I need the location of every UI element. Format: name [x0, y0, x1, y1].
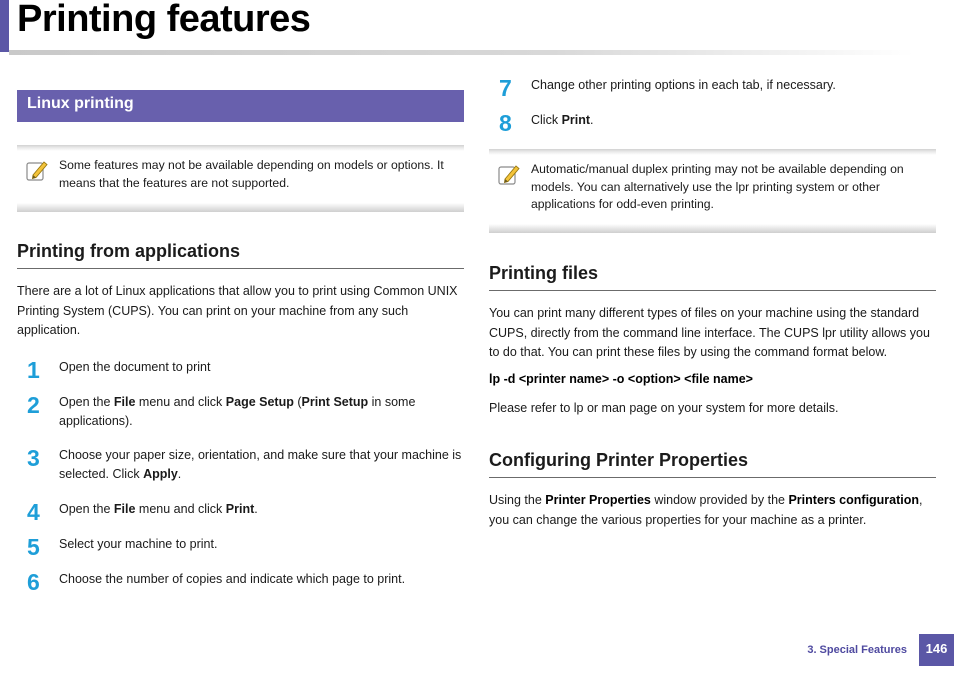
step-number: 8 — [499, 110, 512, 136]
step-text — [531, 111, 936, 130]
heading-printing-files: Printing files — [489, 263, 599, 283]
note-bottom-shadow — [489, 224, 936, 233]
text-run: ( — [293, 395, 302, 409]
text-run: Choose the number of copies and indicate which page to print. — [59, 572, 406, 586]
text-run: Choose your paper size, orientation, and make sure that your machine is selected. Click — [59, 448, 462, 481]
step-number: 1 — [27, 357, 40, 383]
step-text — [59, 500, 467, 519]
bold-term: Printers configuration — [788, 493, 920, 507]
step-number: 3 — [27, 445, 40, 471]
command-format — [489, 370, 936, 390]
intro-paragraph: There are a lot of Linux applications that allow you to print using Common UNIX Printing System (CUPS). You can print on your machine from any such application. — [17, 284, 458, 337]
header-rule — [9, 50, 914, 55]
page-title: Printing features — [17, 0, 311, 40]
section-banner-label: Linux printing — [27, 95, 134, 112]
text-run: . — [177, 467, 182, 481]
text-run: . — [254, 502, 258, 516]
note-text-left: Some features may not be available depending on models or options. It means that the features are not supported. — [59, 158, 444, 190]
step-text — [59, 570, 467, 589]
text-run: Change other printing options in each tab, if necessary. — [531, 78, 836, 92]
step-number: 4 — [27, 499, 40, 525]
text-run: , you can change the various properties for your machine as a printer. — [489, 493, 923, 527]
heading-rule — [489, 477, 936, 478]
step-text — [59, 358, 467, 377]
step-number: 2 — [27, 392, 40, 418]
refer-paragraph: Please refer to lp or man page on your system for more details. — [489, 401, 839, 415]
step-text — [59, 446, 467, 484]
config-paragraph — [489, 491, 939, 530]
step-text — [531, 76, 936, 95]
text-run: in some applications). — [59, 395, 416, 428]
text-run: menu and click — [135, 395, 226, 409]
text-run: Using the — [489, 493, 546, 507]
header-accent-bar — [0, 0, 9, 52]
heading-rule — [17, 268, 464, 269]
step-number: 6 — [27, 569, 40, 595]
bold-term: Print — [225, 502, 255, 516]
heading-rule — [489, 290, 936, 291]
heading-configuring-printer-properties: Configuring Printer Properties — [489, 450, 749, 470]
note-pencil-icon — [24, 158, 50, 184]
command-text: lp -d <printer name> -o <option> <file name> — [489, 372, 753, 386]
note-bottom-shadow — [17, 203, 464, 212]
text-run: Click — [531, 113, 562, 127]
bold-term: Print Setup — [301, 395, 369, 409]
text-run: menu and click — [135, 502, 226, 516]
step-number: 5 — [27, 534, 40, 560]
page-number-badge: 146 — [919, 634, 954, 666]
bold-term: Apply — [143, 467, 178, 481]
note-text-right: Automatic/manual duplex printing may not be available depending on models. You can alternatively use the lpr printing system or other applications for odd-even printing. — [531, 162, 904, 211]
bold-term: Page Setup — [225, 395, 294, 409]
text-run: Open the document to print — [59, 360, 211, 374]
files-paragraph: You can print many different types of files on your machine using the standard CUPS, directly from the command line interface. The CUPS lpr utility allows you to do that. You can print these files by using the command format below. — [489, 306, 930, 359]
note-pencil-icon — [496, 162, 522, 188]
step-text — [59, 535, 467, 554]
text-run: Select your machine to print. — [59, 537, 218, 551]
footer-chapter-label: 3. Special Features — [807, 644, 907, 656]
text-run: window provided by the — [650, 493, 789, 507]
note-box-right — [489, 149, 936, 233]
text-run: Open the — [59, 395, 114, 409]
bold-term: File — [113, 395, 136, 409]
bold-term: File — [113, 502, 136, 516]
section-banner — [17, 90, 464, 122]
step-number: 7 — [499, 75, 512, 101]
bold-term: Print — [561, 113, 591, 127]
text-run: . — [590, 113, 594, 127]
step-text — [59, 393, 467, 431]
text-run: Open the — [59, 502, 114, 516]
heading-printing-from-applications: Printing from applications — [17, 241, 241, 261]
bold-term: Printer Properties — [545, 493, 651, 507]
note-box-left — [17, 145, 464, 212]
